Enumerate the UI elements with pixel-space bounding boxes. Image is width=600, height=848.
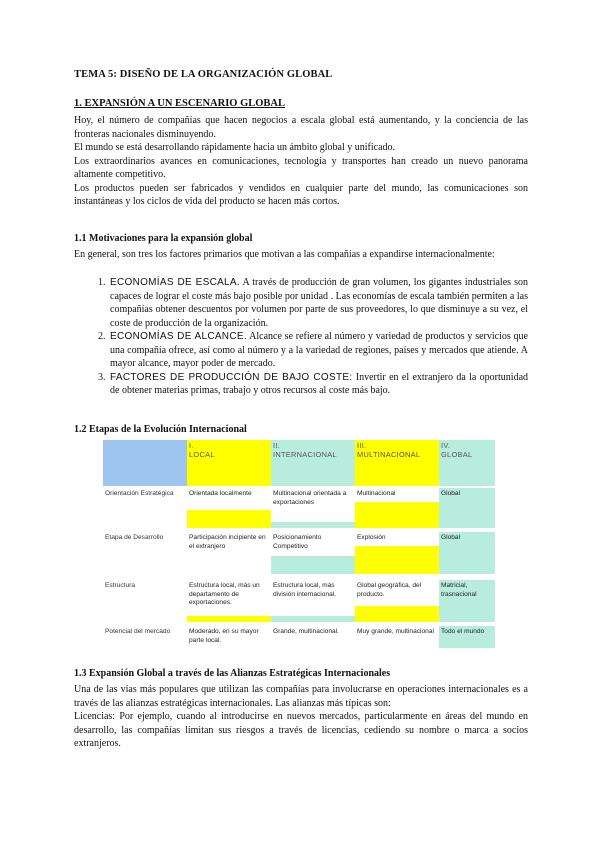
paragraph: Los extraordinarios avances en comunicaciones, tecnología y transportes han creado un nuevo panorama altamente competitivo. (74, 155, 528, 180)
paragraph: Una de las vías más populares que utilizan las compañías para involucrarse en operaciones internacionales es a través de las alianzas estratégicas internacionales. Las alianzas más típicas son: (74, 684, 528, 709)
stage-header-multinacional: III. MULTINACIONAL (355, 440, 439, 486)
paragraph: Los productos pueden ser fabricados y vendidos en cualquier parte del mundo, las comunicaciones son instantáneas y los ciclos de vida del producto se hacen más cortos. (74, 182, 528, 207)
section-1-1-heading: 1.1 Motivaciones para la expansión global (74, 233, 253, 244)
list-item: 1. ECONOMÍAS DE ESCALA. A través de producción de gran volumen, los gigantes industriales son capaces de lograr el coste más bajo posible por unidad . Las economías de escala también permiten a las compañías obtener descuentos por volumen por parte de sus proveedores, lo que disminuye a su vez, el coste de producción de la organización. (108, 276, 528, 330)
table-cell: Estructura local, más un departamento de exportaciones. (187, 580, 271, 622)
row-label-structure: Estructura (105, 582, 136, 589)
table-corner (103, 440, 187, 486)
table-cell: Orientada localmente (187, 488, 271, 528)
list-item: 2. ECONOMÍAS DE ALCANCE. Alcance se refiere al número y variedad de productos y servicios que una compañía ofrece, así como al número y a la variedad de regiones, países y mercados que atiende. A mayor alcance, mayor poder de mercado. (108, 330, 528, 371)
row-label-stage: Etapa de Desarrollo (105, 534, 164, 541)
table-cell: Global geográfica, del producto. (355, 580, 439, 622)
table-cell: Global (439, 532, 495, 574)
paragraph: Hoy, el número de compañías que hacen negocios a escala global está aumentando, y la conciencia de las fronteras nacionales disminuyendo. (74, 115, 528, 140)
table-cell: Multinacional orientada a exportaciones (271, 488, 355, 528)
row-label-orientation: Orientación Estratégica (105, 490, 174, 497)
stage-header-global: IV. GLOBAL (439, 440, 495, 486)
table-cell: Grande, multinacional. (273, 628, 339, 635)
section-1-heading: 1. EXPANSIÓN A UN ESCENARIO GLOBAL (74, 98, 286, 109)
table-cell: Participación incipiente en el extranjero (189, 534, 266, 550)
section-1-2-heading: 1.2 Etapas de la Evolución Internacional (74, 424, 247, 435)
paragraph: El mundo se está desarrollando rápidamente hacia un ámbito global y unificado. (74, 142, 396, 153)
stage-header-internacional: II. INTERNACIONAL (271, 440, 355, 486)
section-1-1-intro: En general, son tres los factores primarios que motivan a las compañías a expandirse internacionalmente: (74, 249, 495, 260)
table-cell: Matricial, trasnacional (439, 580, 495, 622)
motivations-list (74, 276, 528, 398)
document-title: TEMA 5: DISEÑO DE LA ORGANIZACIÓN GLOBAL (74, 69, 333, 80)
row-label-market: Potencial del mercado (105, 628, 171, 635)
stage-header-local: I. LOCAL (187, 440, 271, 486)
table-cell: Muy grande, multinacional (357, 628, 434, 635)
table-cell: Multinacional (355, 488, 439, 528)
table-cell: Global (439, 488, 495, 528)
table-cell: Explosión (355, 532, 439, 574)
list-item: 3. FACTORES DE PRODUCCIÓN DE BAJO COSTE: Invertir en el extranjero da la oportunidad de obtener materias primas, trabajo y otros recursos al coste más bajo. (108, 371, 528, 398)
table-cell: Moderado, en su mayor parte local. (189, 628, 259, 644)
table-cell: Todo el mundo (439, 626, 495, 648)
table-cell: Estructura local, más división internacional. (271, 580, 355, 622)
section-1-3-heading: 1.3 Expansión Global a través de las Alianzas Estratégicas Internacionales (74, 668, 391, 679)
section-1-3-body (74, 683, 528, 751)
paragraph: Licencias: Por ejemplo, cuando al introducirse en nuevos mercados, particularmente en áreas del mundo en desarrollo, las compañías limitan sus riesgos a través de licencias, cediendo su nombre o marca a socios extranjeros. (74, 711, 528, 749)
section-1-body (74, 114, 528, 209)
table-cell: Posicionamiento Competitivo (271, 532, 355, 574)
stages-table (103, 440, 495, 648)
